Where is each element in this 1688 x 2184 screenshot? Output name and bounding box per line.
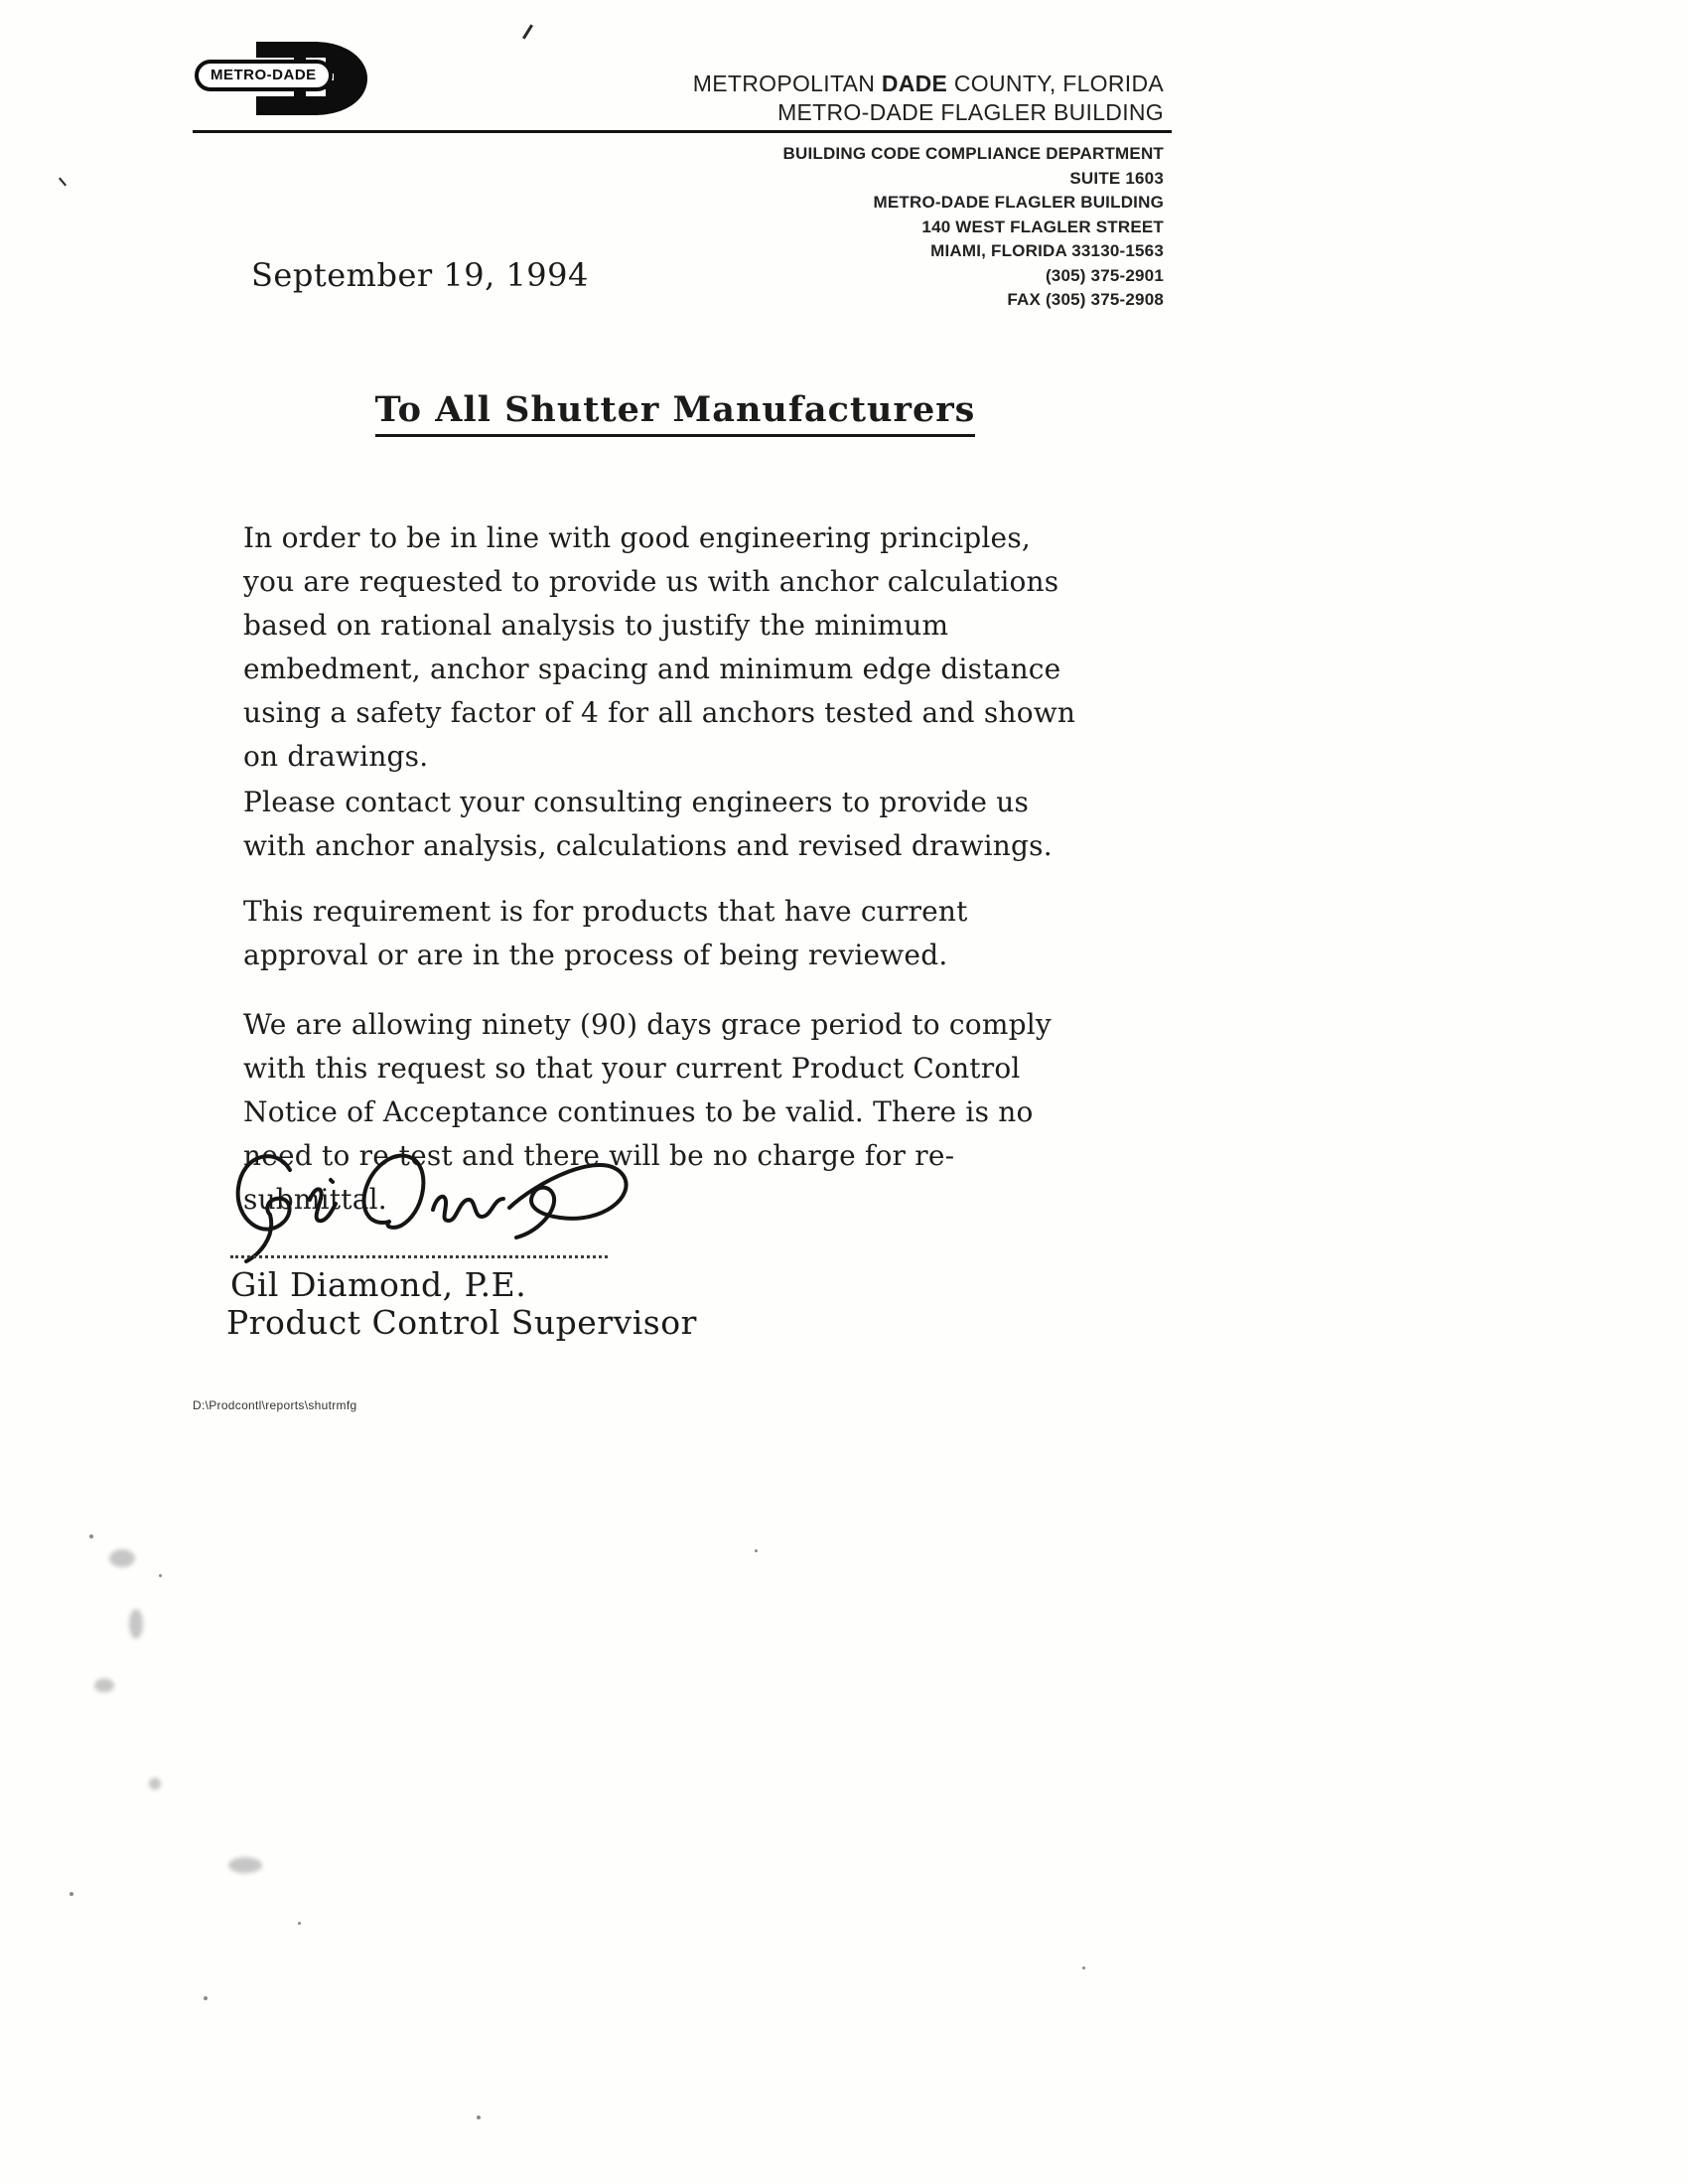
org-line-1-b: DADE: [881, 71, 948, 96]
scan-noise: [298, 1922, 301, 1925]
scan-artifact: [59, 178, 67, 187]
scan-noise: [159, 1574, 162, 1577]
signature-line: [230, 1253, 608, 1258]
address-line: 140 WEST FLAGLER STREET: [921, 217, 1164, 236]
scan-smudge: [129, 1609, 143, 1639]
signature-name: Gil Diamond, P.E.: [230, 1265, 527, 1304]
paragraph-2: Please contact your consulting engineers to provide us with anchor analysis, calculations and revised drawings.: [243, 786, 1053, 862]
footer-file-path: D:\Prodcontl\reports\shutrmfg: [193, 1398, 357, 1412]
scan-smudge: [149, 1778, 161, 1790]
signature-title: Product Control Supervisor: [226, 1303, 697, 1342]
paragraph-3: This requirement is for products that have current approval or are in the process of being reviewed.: [243, 895, 968, 971]
paragraph-4: We are allowing ninety (90) days grace period to comply with this request so that your current Product Control Notice of Acceptance continues to be valid. There is no need to re-test and there will be no charge for re-submittal.: [243, 1008, 1052, 1216]
scan-noise: [477, 2115, 481, 2119]
org-line-2: METRO-DADE FLAGLER BUILDING: [777, 99, 1164, 125]
scan-smudge: [94, 1678, 114, 1692]
header-org-lines: [568, 70, 1164, 127]
letter-title-wrap: [0, 389, 1350, 437]
scan-noise: [1082, 1966, 1085, 1969]
handwritten-signature: [218, 1120, 645, 1269]
address-line: METRO-DADE FLAGLER BUILDING: [873, 193, 1164, 212]
scan-noise: [70, 1892, 73, 1896]
scan-smudge: [109, 1549, 135, 1567]
org-line-1: [568, 70, 1164, 98]
org-line-1-c: COUNTY, FLORIDA: [947, 71, 1164, 96]
paragraph-1: In order to be in line with good engineering principles, you are requested to provide us with anchor calculations based on rational analysis to justify the minimum embedment, anchor spacing and minimum edge distance using a safety factor of 4 for all anchors tested and shown on drawings.: [243, 521, 1076, 773]
address-line: MIAMI, FLORIDA 33130-1563: [930, 241, 1164, 260]
address-line: (305) 375-2901: [1045, 265, 1164, 285]
letter-title: To All Shutter Manufacturers: [375, 389, 976, 437]
scan-smudge: [228, 1857, 262, 1873]
letter-date: September 19, 1994: [251, 256, 589, 294]
address-line: BUILDING CODE COMPLIANCE DEPARTMENT: [782, 144, 1164, 163]
metro-dade-logo-text: METRO-DADE: [195, 60, 333, 91]
header-divider: [193, 130, 1172, 133]
scan-noise: [204, 1996, 208, 2000]
metro-dade-logo: [195, 36, 423, 121]
address-block: [608, 142, 1164, 313]
org-line-1-a: METROPOLITAN: [692, 71, 882, 96]
scan-artifact: [522, 24, 533, 39]
address-line: SUITE 1603: [1069, 168, 1164, 188]
scan-noise: [755, 1549, 758, 1552]
scan-noise: [89, 1534, 93, 1538]
address-line: FAX (305) 375-2908: [1007, 290, 1164, 309]
